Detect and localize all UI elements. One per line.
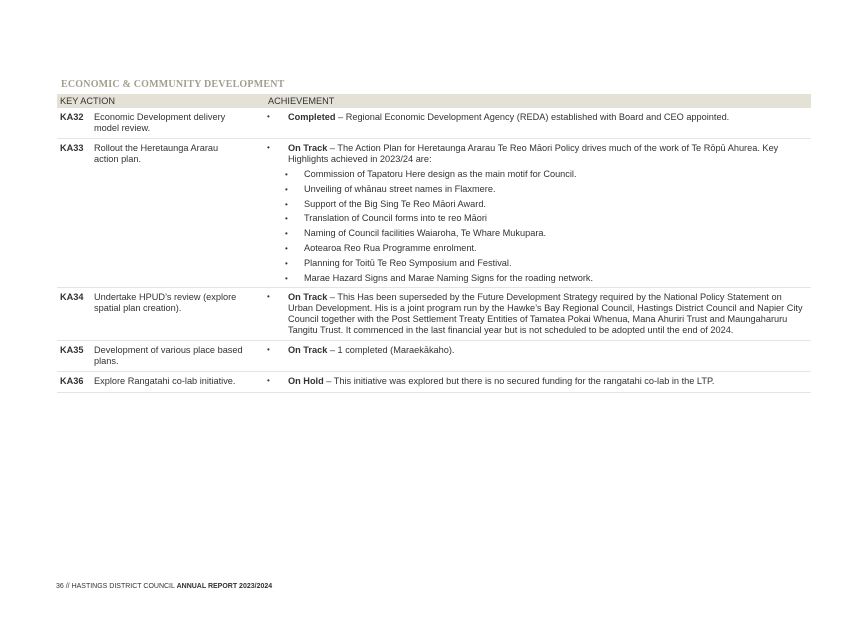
row-code: KA36 — [60, 376, 84, 386]
list-item — [285, 272, 808, 288]
status-label: On Hold — [288, 376, 324, 386]
row-code: KA32 — [60, 112, 84, 122]
list-item — [285, 242, 808, 258]
bullet-icon: • — [285, 214, 288, 224]
bullet-icon: • — [267, 376, 270, 385]
list-item — [285, 213, 808, 228]
row-action: Rollout the Heretaunga Ararau action plan. — [94, 143, 219, 164]
bullet-icon: • — [285, 258, 288, 268]
achievement-text: – This initiative was explored but there is no secured funding for the rangatahi co-lab in the LTP. — [323, 376, 715, 386]
footer-report-title: ANNUAL REPORT 2023/2024 — [176, 583, 273, 590]
list-item-text: Support of the Big Sing Te Reo Māori Award. — [304, 198, 486, 209]
row-achievement — [288, 112, 808, 123]
footer-prefix: 36 // HASTINGS DISTRICT COUNCIL — [56, 583, 177, 590]
row-achievement — [288, 292, 808, 336]
bullet-icon: • — [267, 292, 270, 301]
row-code: KA33 — [60, 143, 84, 153]
status-label: On Track — [288, 345, 328, 355]
row-code: KA34 — [60, 292, 84, 302]
list-item-text: Translation of Council forms into te reo Māori — [304, 213, 487, 224]
list-item — [285, 257, 808, 273]
row-achievement — [288, 376, 808, 387]
list-item — [285, 228, 808, 243]
bullet-icon: • — [267, 112, 270, 121]
page-footer — [56, 583, 272, 590]
list-item-text: Aotearoa Reo Rua Programme enrolment. — [304, 242, 477, 253]
list-item-text: Unveiling of whānau street names in Flaxmere. — [304, 183, 496, 194]
achievement-text: – The Action Plan for Heretaunga Ararau Te Reo Māori Policy drives much of the work of Te Rōpū Ahurea. Key Highlights achieved in 2023/24 are: — [288, 143, 779, 164]
list-item-text: Marae Hazard Signs and Marae Naming Signs for the roading network. — [304, 272, 594, 283]
table-row — [57, 288, 811, 341]
list-item-text: Commission of Tapatoru Here design as the main motif for Council. — [304, 169, 577, 179]
list-item-text: Naming of Council facilities Waiaroha, Te Whare Mukupara. — [304, 228, 547, 239]
status-label: Completed — [288, 112, 336, 122]
table-row — [57, 372, 811, 393]
status-label: On Track — [288, 143, 328, 153]
row-action: Undertake HPUD’s review (explore spatial plan creation). — [94, 292, 237, 313]
bullet-icon: • — [285, 229, 288, 239]
bullet-icon: • — [285, 243, 288, 253]
bullet-icon: • — [267, 143, 270, 152]
achievement-text: – This Has been superseded by the Future Development Strategy required by the National Policy Statement on Urban Development. His is a joint program run by the Hawke’s Bay Regional Council, Hastings District Council and Napier City Council together with the Post Settlement Treaty Entities of Tamatea Pokai Whenua, Mana Ahuriri Trust and Maungaharuru Tangitu Trust. It commenced in the last financial year but is not scheduled to be adopted until the end of 2024. — [288, 292, 803, 335]
highlights-list — [285, 169, 808, 287]
achievement-text: – Regional Economic Development Agency (REDA) established with Board and CEO appointed. — [335, 112, 730, 122]
header-key-action: KEY ACTION — [60, 96, 115, 106]
list-item — [285, 169, 808, 184]
table-row — [57, 108, 811, 139]
row-action: Economic Development delivery model review. — [94, 112, 226, 133]
key-actions-table — [57, 94, 811, 393]
row-action: Explore Rangatahi co-lab initiative. — [94, 376, 236, 386]
list-item-text: Planning for Toitū Te Reo Symposium and Festival. — [304, 257, 512, 268]
table-row — [57, 139, 811, 288]
bullet-icon: • — [285, 273, 288, 283]
row-achievement — [285, 143, 808, 287]
bullet-icon: • — [285, 199, 288, 209]
row-code: KA35 — [60, 345, 84, 355]
achievement-text: – 1 completed (Maraekākaho). — [327, 345, 455, 355]
table-row — [57, 341, 811, 372]
status-label: On Track — [288, 292, 328, 302]
row-achievement — [288, 345, 808, 356]
bullet-icon: • — [267, 345, 270, 354]
table-header — [57, 94, 811, 108]
header-achievement: ACHIEVEMENT — [268, 96, 335, 106]
row-action: Development of various place based plans. — [94, 345, 243, 366]
bullet-icon: • — [285, 184, 288, 194]
list-item — [285, 198, 808, 214]
list-item — [285, 183, 808, 199]
bullet-icon: • — [285, 170, 288, 179]
section-title: ECONOMIC & COMMUNITY DEVELOPMENT — [61, 79, 285, 90]
